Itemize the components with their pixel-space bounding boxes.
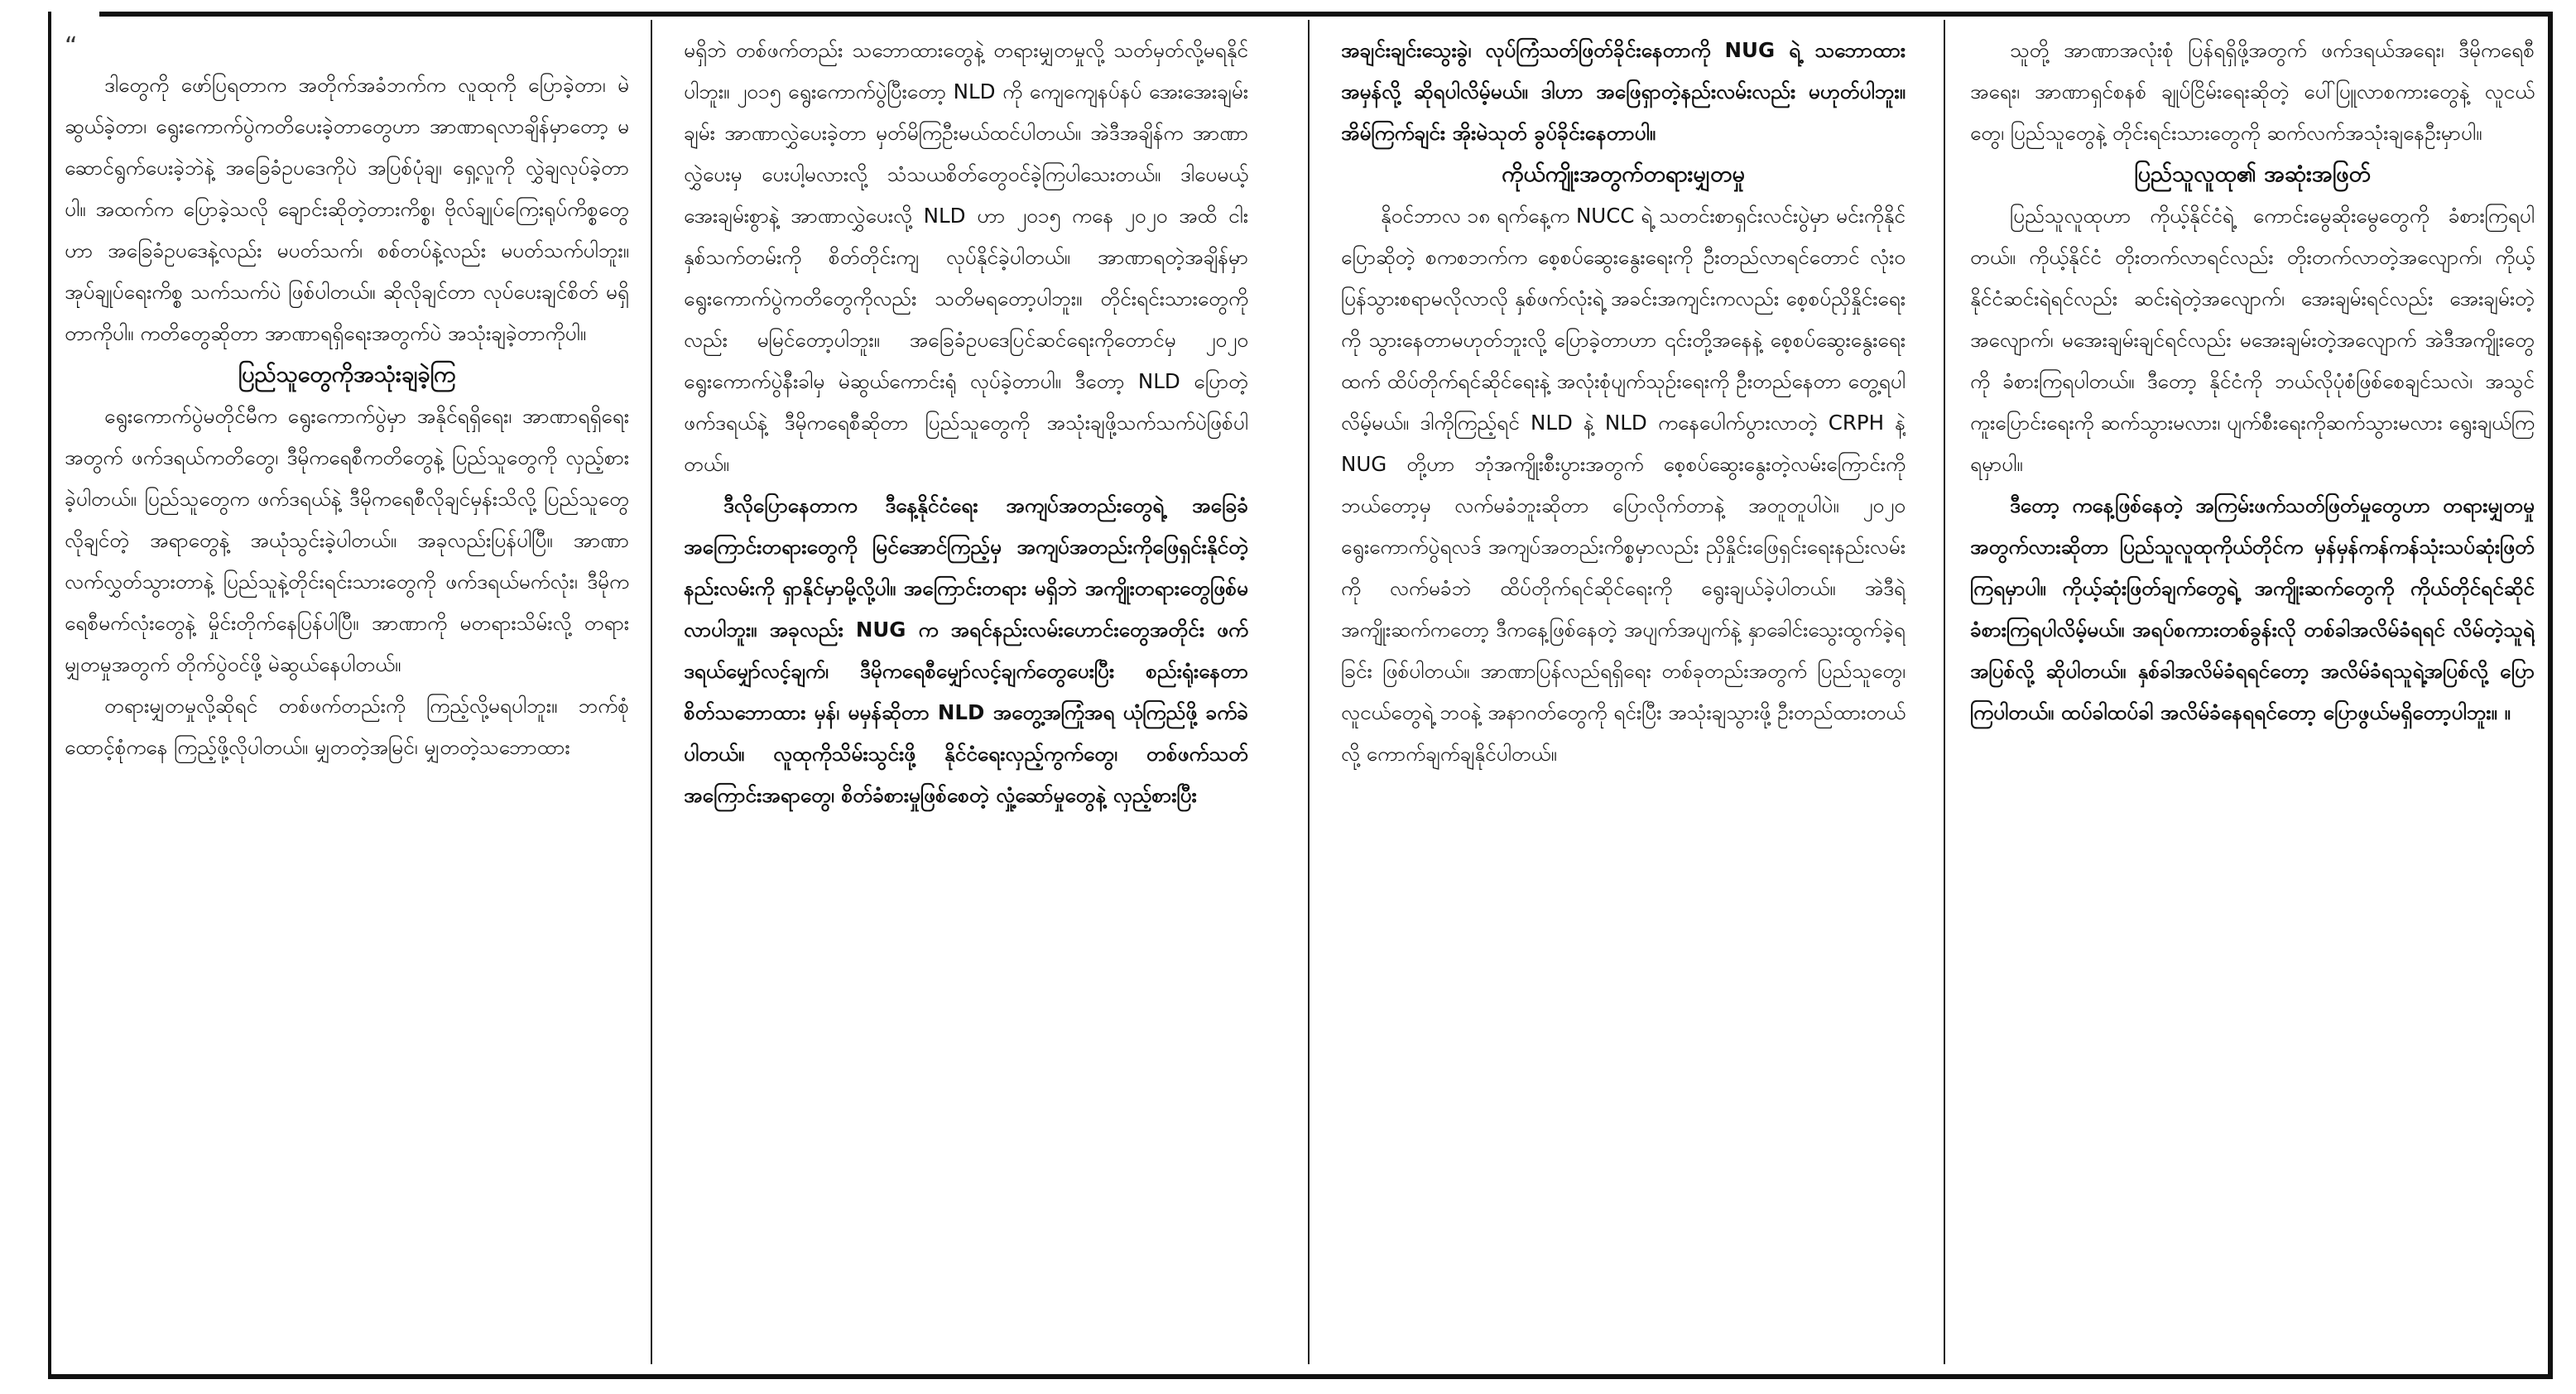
column-divider [651,20,652,1364]
top-rule [99,12,2550,17]
article-paragraph: ဒီလိုပြောနေတာက ဒီနေ့နိုင်ငံရေး အကျပ်အတည်းတွေရဲ့ အခြေခံအကြောင်းတရားတွေကို မြင်အောင်ကြည့်မှ အကျပ်အတည်းကိုဖြေရှင်းနိုင်တဲ့ နည်းလမ်းကို ရှာနိုင်မှာမို့လို့ပါ။ အကြောင်းတရား မရှိဘဲ အကျိုးတရားတွေဖြစ်မလာပါဘူး။ အခုလည်း NUG က အရင်နည်းလမ်းဟောင်းတွေအတိုင်း ဖက်ဒရယ်မျှော်လင့်ချက်၊ ဒီမိုကရေစီမျှော်လင့်ချက်တွေပေးပြီး စည်းရုံးနေတာ စိတ်သဘောထား မှန်၊ မမှန်ဆိုတာ NLD အတွေ့အကြုံအရ ယုံကြည်ဖို့ ခက်ခဲပါတယ်။ လူထုကိုသိမ်းသွင်းဖို့ နိုင်ငံရေးလှည့်ကွက်တွေ၊ တစ်ဖက်သတ်အကြောင်းအရာတွေ၊ စိတ်ခံစားမှုဖြစ်စေတဲ့ လှုံ့ဆော်မှုတွေနဲ့ လှည့်စားပြီး [684,493,1248,807]
article-paragraph: ရွေးကောက်ပွဲမတိုင်မီက ရွေးကောက်ပွဲမှာ အနိုင်ရရှိရေး၊ အာဏာရရှိရေးအတွက် ဖက်ဒရယ်ကတိတွေ၊ ဒီမိုကရေစီကတိတွေနဲ့ ပြည်သူတွေကို လှည့်စားခဲ့ပါတယ်။ ပြည်သူတွေက ဖက်ဒရယ်နဲ့ ဒီမိုကရေစီလိုချင်မှန်းသိလို့ ပြည်သူတွေလိုချင်တဲ့ အရာတွေနဲ့ အယုံသွင်းခဲ့ပါတယ်။ အခုလည်းပြန်ပါပြီ။ အာဏာလက်လွှတ်သွားတာနဲ့ ပြည်သူနဲ့တိုင်းရင်းသားတွေကို ဖက်ဒရယ်မက်လုံး၊ ဒီမိုကရေစီမက်လုံးတွေနဲ့ မှိုင်းတိုက်နေပြန်ပါပြီ။ အာဏာကို မတရားသိမ်းလို့ တရားမျှတမှုအတွက် တိုက်ပွဲဝင်ဖို့ မဲဆွယ်နေပါတယ်။ [65,404,629,676]
article-column-3 [1341,30,1906,1361]
article-paragraph: တရားမျှတမှုလို့ဆိုရင် တစ်ဖက်တည်းကို ကြည့်လို့မရပါဘူး။ ဘက်စုံထောင့်စုံကနေ ကြည့်ဖို့လိုပါတယ်။ မျှတတဲ့အမြင်၊ မျှတတဲ့သဘောထား [65,694,629,759]
section-heading: ပြည်သူတွေကိုအသုံးချခဲ့ကြ [238,362,456,387]
article-paragraph: ပြည်သူလူထုဟာ ကိုယ့်နိုင်ငံရဲ့ ကောင်းမွေဆိုးမွေတွေကို ခံစားကြရပါတယ်။ ကိုယ့်နိုင်ငံ တိုးတက်လာရင်လည်း တိုးတက်လာတဲ့အလျောက်၊ ကိုယ့်နိုင်ငံဆင်းရဲရင်လည်း ဆင်းရဲတဲ့အလျောက်၊ အေးချမ်းရင်လည်း အေးချမ်းတဲ့အလျောက်၊ မအေးချမ်းချင်ရင်လည်း မအေးချမ်းတဲ့အလျောက် အဲဒီအကျိုးတွေကို ခံစားကြရပါတယ်။ ဒီတော့ နိုင်ငံကို ဘယ်လိုပုံစံဖြစ်စေချင်သလဲ၊ အသွင်ကူးပြောင်းရေးကို ဆက်သွားမလား၊ ပျက်စီးရေးကိုဆက်သွားမလား ရွေးချယ်ကြရမှာပါ။ [1970,204,2535,476]
article-paragraph: သူတို့ အာဏာအလုံးစုံ ပြန်ရရှိဖို့အတွက် ဖက်ဒရယ်အရေး၊ ဒီမိုကရေစီအရေး၊ အာဏာရှင်စနစ် ချုပ်ငြိမ်းရေးဆိုတဲ့ ပေါ်ပြူလာစကားတွေနဲ့ လူငယ်တွေ၊ ပြည်သူတွေနဲ့ တိုင်းရင်းသားတွေကို ဆက်လက်အသုံးချနေဦးမှာပါ။ [1970,38,2535,145]
article-paragraph: အချင်းချင်းသွေးခွဲ၊ လုပ်ကြံသတ်ဖြတ်ခိုင်းနေတာကို NUG ရဲ့ သဘောထားအမှန်လို့ ဆိုရပါလိမ့်မယ်။ ဒါဟာ အဖြေရှာတဲ့နည်းလမ်းလည်း မဟုတ်ပါဘူး။ အိမ်ကြက်ချင်း အိုးမဲသုတ် ခွပ်ခိုင်းနေတာပါ။ [1341,38,1906,145]
section-heading: ကိုယ်ကျိုးအတွက်တရားမျှတမှု [1502,161,1745,187]
frame-bottom-border [48,1374,2553,1379]
article-column-1 [65,30,629,1361]
column-divider [1944,20,1945,1364]
article-column-4 [1970,30,2535,1361]
article-column-2 [684,30,1248,1361]
column-divider [1308,20,1310,1364]
quote-mark: “ [65,32,78,61]
article-paragraph: နိုဝင်ဘာလ ၁၈ ရက်နေ့က NUCC ရဲ့ သတင်းစာရှင်းလင်းပွဲမှာ မင်းကိုနိုင်ပြောဆိုတဲ့ စကစဘက်က စေ့စပ်ဆွေးနွေးရေးကို ဦးတည်လာရင်တောင် လုံးဝ ပြန်သွားစရာမလိုလာလို နှစ်ဖက်လုံးရဲ့ အခင်းအကျင်းကလည်း စေ့စပ်ညှိနှိုင်းရေးကို သွားနေတာမဟုတ်ဘူးလို့ ပြောခဲ့တာဟာ ၎င်းတို့အနေနဲ့ စေ့စပ်ဆွေးနွေးရေးထက် ထိပ်တိုက်ရင်ဆိုင်ရေးနဲ့ အလုံးစုံပျက်သုဉ်းရေးကို ဦးတည်နေတာ တွေ့ရပါလိမ့်မယ်။ ဒါကိုကြည့်ရင် NLD နဲ့ NLD ကနေပေါက်ပွားလာတဲ့ CRPH နဲ့ NUG တို့ဟာ ဘုံအကျိုးစီးပွားအတွက် စေ့စပ်ဆွေးနွေးတဲ့လမ်းကြောင်းကို ဘယ်တော့မှ လက်မခံဘူးဆိုတာ ပြောလိုက်တာနဲ့ အတူတူပါပဲ။ ၂၀၂၀ ရွေးကောက်ပွဲရလဒ် အကျပ်အတည်းကိစ္စမှာလည်း ညှိနှိုင်းဖြေရှင်းရေးနည်းလမ်းကို လက်မခံဘဲ ထိပ်တိုက်ရင်ဆိုင်ရေးကို ရွေးချယ်ခဲ့ပါတယ်။ အဲဒီရဲ့ အကျိုးဆက်ကတော့ ဒီကနေ့ဖြစ်နေတဲ့ အပျက်အပျက်နဲ့ နှာခေါင်းသွေးထွက်ခဲ့ရခြင်း ဖြစ်ပါတယ်။ အာဏာပြန်လည်ရရှိရေး တစ်ခုတည်းအတွက် ပြည်သူတွေ၊ လူငယ်တွေရဲ့ ဘဝနဲ့ အနာဂတ်တွေကို ရင်းပြီး အသုံးချသွားဖို့ ဦးတည်ထားတယ်လို့ ကောက်ချက်ချနိုင်ပါတယ်။ [1341,204,1906,766]
article-paragraph: ဒီတော့ ကနေ့ဖြစ်နေတဲ့ အကြမ်းဖက်သတ်ဖြတ်မှုတွေဟာ တရားမျှတမှုအတွက်လားဆိုတာ ပြည်သူလူထုကိုယ်တိုင်က မှန်မှန်ကန်ကန်သုံးသပ်ဆုံးဖြတ်ကြရမှာပါ။ ကိုယ့်ဆုံးဖြတ်ချက်တွေရဲ့ အကျိုးဆက်တွေကို ကိုယ်တိုင်ရင်ဆိုင်ခံစားကြရပါလိမ့်မယ်။ အရပ်စကားတစ်ခွန်းလို တစ်ခါအလိမ်ခံရရင် လိမ်တဲ့သူရဲ့ အပြစ်လို့ ဆိုပါတယ်။ နှစ်ခါအလိမ်ခံရရင်တော့ အလိမ်ခံရသူရဲ့အပြစ်လို့ ပြောကြပါတယ်။ ထပ်ခါထပ်ခါ အလိမ်ခံနေရရင်တော့ ပြောဖွယ်မရှိတော့ပါဘူး။ ။ [1970,493,2535,724]
section-heading: ပြည်သူလူထု၏ အဆုံးအဖြတ် [2134,161,2371,187]
frame-right-border [2548,12,2553,1377]
article-paragraph: မရှိဘဲ တစ်ဖက်တည်း သဘောထားတွေနဲ့ တရားမျှတမှုလို့ သတ်မှတ်လို့မရနိုင်ပါဘူး။ ၂၀၁၅ ရွေးကောက်ပွဲပြီးတော့ NLD ကို ကျေကျေနပ်နပ် အေးအေးချမ်းချမ်း အာဏာလွှဲပေးခဲ့တာ မှတ်မိကြဦးမယ်ထင်ပါတယ်။ အဲဒီအချိန်က အာဏာလွှဲပေးမှ ပေးပါ့မလားလို့ သံသယစိတ်တွေဝင်ခဲ့ကြပါသေးတယ်။ ဒါပေမယ့် အေးချမ်းစွာနဲ့ အာဏာလွှဲပေးလို့ NLD ဟာ ၂၀၁၅ ကနေ ၂၀၂၀ အထိ ငါးနှစ်သက်တမ်းကို စိတ်တိုင်းကျ လုပ်နိုင်ခဲ့ပါတယ်။ အာဏာရတဲ့အချိန်မှာ ရွေးကောက်ပွဲကတိတွေကိုလည်း သတိမရတော့ပါဘူး။ တိုင်းရင်းသားတွေကိုလည်း မမြင်တော့ပါဘူး။ အခြေခံဥပဒေပြင်ဆင်ရေးကိုတောင်မှ ၂၀၂၀ ရွေးကောက်ပွဲနီးခါမှ မဲဆွယ်ကောင်းရုံ လုပ်ခဲ့တာပါ။ ဒီတော့ NLD ပြောတဲ့ ဖက်ဒရယ်နဲ့ ဒီမိုကရေစီဆိုတာ ပြည်သူတွေကို အသုံးချဖို့သက်သက်ပဲဖြစ်ပါတယ်။ [684,38,1248,476]
article-paragraph: ဒါတွေကို ဖော်ပြရတာက အတိုက်အခံဘက်က လူထုကို ပြောခဲ့တာ၊ မဲဆွယ်ခဲ့တာ၊ ရွေးကောက်ပွဲကတိပေးခဲ့တာတွေဟာ အာဏာရလာချိန်မှာတော့ မဆောင်ရွက်ပေးခဲ့ဘဲနဲ့ အခြေခံဥပဒေကိုပဲ အပြစ်ပုံချ၊ ရှေ့လူကို လွှဲချလုပ်ခဲ့တာပါ။ အထက်က ပြောခဲ့သလို ချောင်းဆိုတဲ့တားကိစ္စ၊ ဗိုလ်ချုပ်ကြေးရုပ်ကိစ္စတွေဟာ အခြေခံဥပဒေနဲ့လည်း မပတ်သက်၊ စစ်တပ်နဲ့လည်း မပတ်သက်ပါဘူး။ အုပ်ချုပ်ရေးကိစ္စ သက်သက်ပဲ ဖြစ်ပါတယ်။ ဆိုလိုချင်တာ လုပ်ပေးချင်စိတ် မရှိတာကိုပါ။ ကတိတွေဆိုတာ အာဏာရရှိရေးအတွက်ပဲ အသုံးချခဲ့တာကိုပါ။ [65,73,629,345]
frame-left-border [48,12,51,1377]
